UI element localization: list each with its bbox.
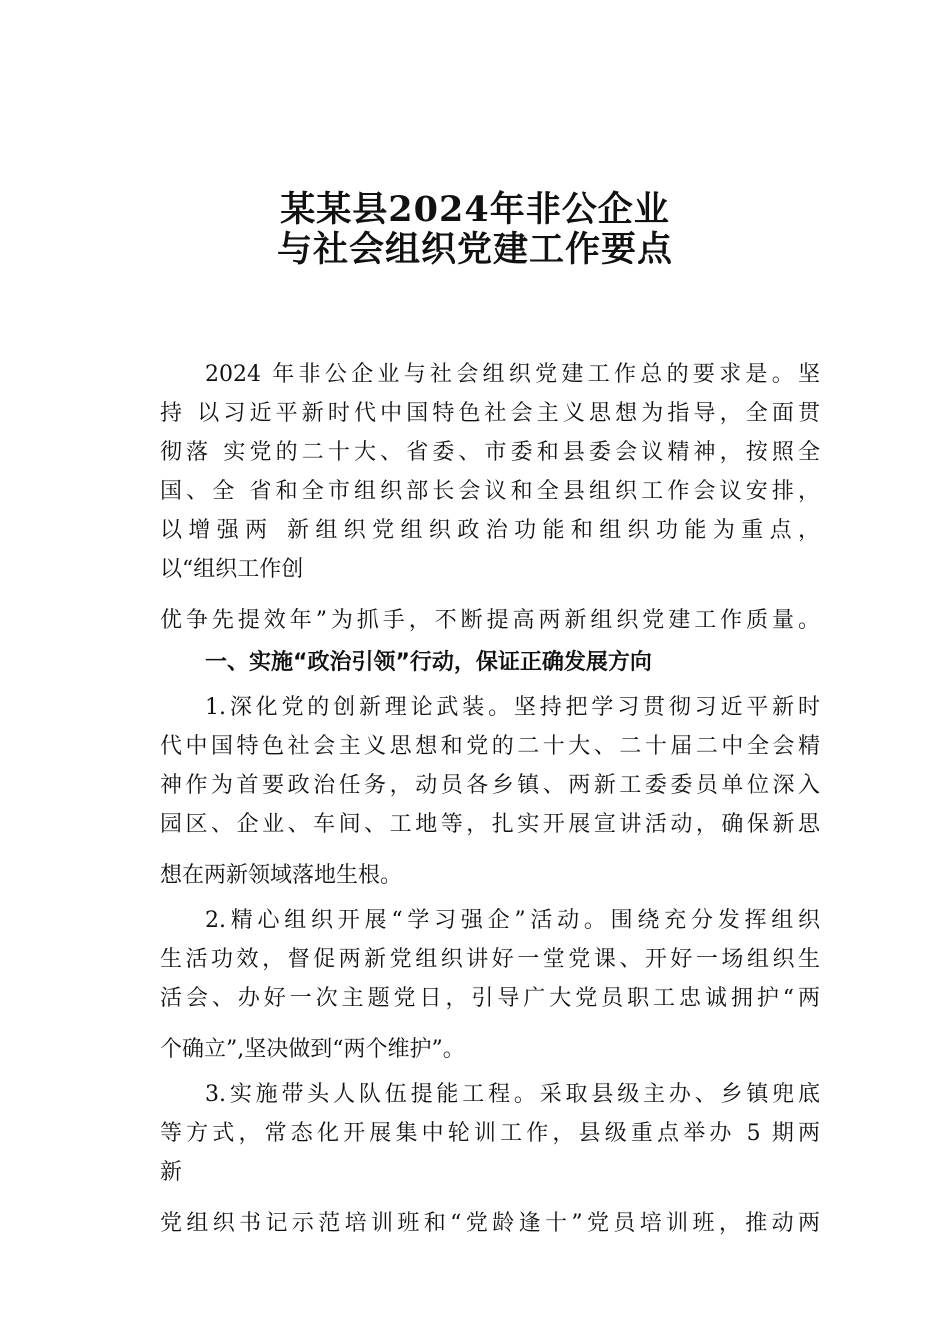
intro-line: 以“组织工作创	[160, 557, 304, 582]
item1-line: 园区、企业、车间、工地等，扎实开展宣讲活动，确保新思	[160, 812, 820, 837]
item2-line: 活会、办好一次主题党日，引导广大党员职工忠诚拥护“两	[160, 986, 820, 1011]
item3-line: 党组织书记示范培训班和“党龄逢十”党员培训班，推动两	[160, 1211, 820, 1236]
intro-line: 持 以习近平新时代中国特色社会主义思想为指导，全面贯	[160, 401, 820, 426]
intro-line: 彻落 实党的二十大、省委、市委和县委会议精神，按照全	[160, 440, 820, 465]
item3-line: 3.实施带头人队伍提能工程。采取县级主办、乡镇兜底	[205, 1082, 820, 1107]
intro-line: 国、全 省和全市组织部长会议和全县组织工作会议安排，	[160, 479, 820, 504]
item2-line: 生活功效，督促两新党组织讲好一堂党课、开好一场组织生	[160, 947, 820, 972]
intro-line: 2024 年非公企业与社会组织党建工作总的要求是。坚	[205, 362, 820, 387]
intro-line: 优争先提效年”为抓手，不断提高两新组织党建工作质量。	[160, 608, 820, 633]
item1-line: 1.深化党的创新理论武装。坚持把学习贯彻习近平新时	[205, 695, 820, 720]
section-heading: 一、实施“政治引领”行动，保证正确发展方向	[205, 650, 652, 675]
item1-line: 代中国特色社会主义思想和党的二十大、二十届二中全会精	[160, 734, 820, 759]
item3-line: 等方式，常态化开展集中轮训工作，县级重点举办 5 期两	[160, 1121, 820, 1146]
item3-line: 新	[160, 1160, 183, 1185]
item1-line: 神作为首要政治任务，动员各乡镇、两新工委委员单位深入	[160, 773, 820, 798]
document-title-line-2: 与社会组织党建工作要点	[276, 229, 673, 270]
item2-line: 个确立”,坚决做到“两个维护”。	[160, 1037, 465, 1062]
intro-line: 以增强两 新组织党组织政治功能和组织功能为重点，	[160, 518, 820, 543]
item1-line: 想在两新领域落地生根。	[160, 863, 403, 888]
document-title-line-1: 某某县2024年非公企业	[280, 189, 670, 230]
item2-line: 2.精心组织开展“学习强企”活动。围绕充分发挥组织	[205, 908, 820, 933]
